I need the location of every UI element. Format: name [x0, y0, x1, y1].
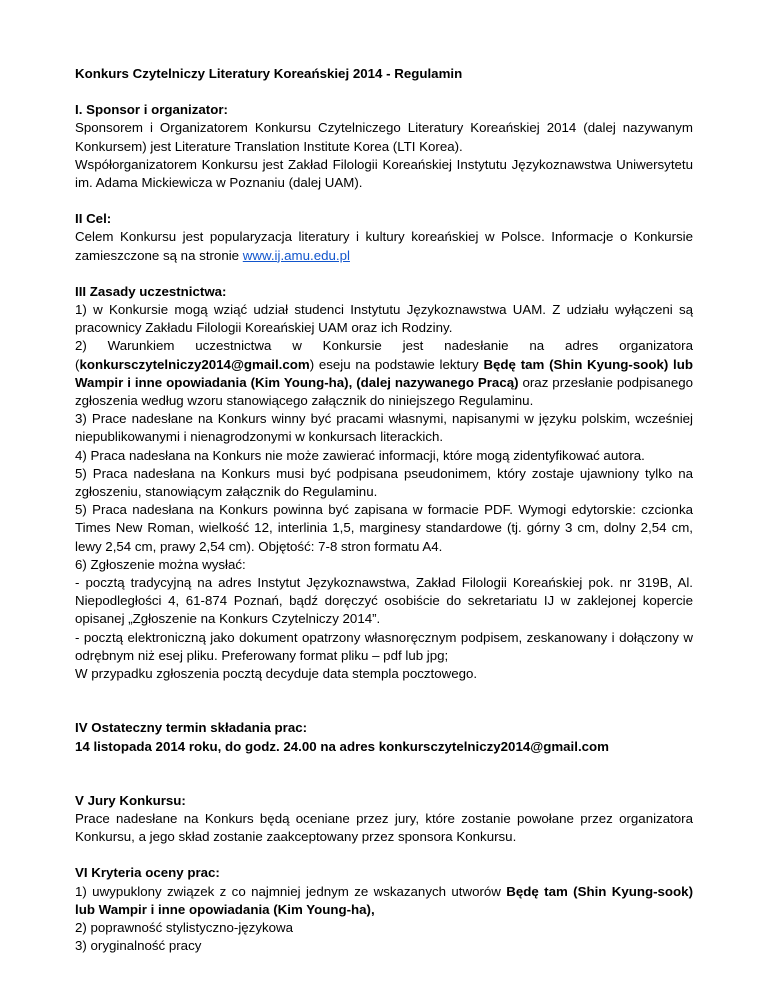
section-heading: V Jury Konkursu:	[75, 792, 186, 808]
paragraph: 3) Prace nadesłane na Konkurs winny być pracami własnymi, napisanymi w języku polskim, wcześniej niepublikowanymi i nienagrodzonymi w konkursach literackich.	[75, 411, 693, 445]
section-heading: VI Kryteria oceny prac:	[75, 865, 220, 881]
criteria-item: 2) poprawność stylistyczno-językowa	[75, 919, 294, 935]
paragraph: 6) Zgłoszenie można wysłać:	[75, 556, 246, 572]
section-heading: I. Sponsor i organizator:	[75, 102, 228, 118]
paragraph: Współorganizatorem Konkursu jest Zakład Filologii Koreańskiej Instytutu Językoznawstwa Uniwersytetu im. Adama Mickiewicza w Poznaniu (dalej UAM).	[75, 156, 693, 191]
section-jury	[75, 792, 693, 847]
section-deadline	[75, 719, 693, 755]
book-titles: Będę tam (Shin Kyung-sook) lub Wampir i inne opowiadania (Kim Young-ha),	[75, 883, 693, 917]
paragraph: 5) Praca nadesłana na Konkurs powinna być zapisana w formacie PDF. Wymogi edytorskie: czcionka Times New Roman, wielkość 12, interlinia 1,5, marginesy standardowe (tj. górny 3 cm, dolny 2,54 cm, lewy 2,54 cm, prawy 2,54 cm). Objętość: 7-8 stron formatu A4.	[75, 502, 693, 554]
paragraph-text: 1) uwypuklony związek z co najmniej jednym ze wskazanych utworów	[75, 883, 507, 899]
section-sponsor	[75, 101, 693, 192]
paragraph: - pocztą elektroniczną jako dokument opatrzony własnoręcznym podpisem, zeskanowany i dołączony w odrębnym niż esej pliku. Preferowany format pliku – pdf lub jpg;	[75, 629, 693, 663]
document-title: Konkurs Czytelniczy Literatury Koreańskiej 2014 - Regulamin	[75, 66, 463, 81]
section-goal	[75, 210, 693, 265]
deadline-text: 14 listopada 2014 roku, do godz. 24.00 na adres konkursczytelniczy2014@gmail.com	[75, 738, 609, 754]
document-page	[75, 65, 693, 973]
paragraph: Sponsorem i Organizatorem Konkursu Czytelniczego Literatury Koreańskiej 2014 (dalej nazywanym Konkursem) jest Literature Translation Institute Korea (LTI Korea).	[75, 120, 693, 154]
paragraph: 1) w Konkursie mogą wziąć udział studenci Instytutu Językoznawstwa UAM. Z udziału wyłączeni są pracownicy Zakładu Filologii Koreańskiej UAM oraz ich Rodziny.	[75, 302, 693, 336]
paragraph: Prace nadesłane na Konkurs będą oceniane przez jury, które zostanie powołane przez organizatora Konkursu, a jego skład zostanie zaakceptowany przez sponsora Konkursu.	[75, 810, 693, 845]
paragraph: 4) Praca nadesłana na Konkurs nie może zawierać informacji, które mogą zidentyfikować autora.	[75, 447, 645, 463]
organizer-email: konkursczytelniczy2014@gmail.com	[79, 356, 310, 372]
paragraph: 5) Praca nadesłana na Konkurs musi być podpisana pseudonimem, który zostaje ujawniony tylko na zgłoszeniu, stanowiącym załącznik do Regulaminu.	[75, 465, 693, 500]
paragraph-text: ) eseju na podstawie lektury	[309, 356, 484, 372]
paragraph-text: oraz przesłanie podpisanego zgłoszenia według wzoru stanowiącego załącznik do niniejszego Regulaminu.	[75, 374, 694, 409]
paragraph-text: 2) Warunkiem uczestnictwa w Konkursie jest nadesłanie na adres organizatora (	[75, 338, 693, 372]
paragraph	[75, 228, 693, 264]
section-rules	[75, 283, 693, 683]
section-heading: IV Ostateczny termin składania prac:	[75, 720, 308, 736]
book-titles: Będę tam (Shin Kyung-sook) lub Wampir i inne opowiadania (Kim Young-ha), (dalej nazywanego Pracą)	[75, 356, 693, 390]
criteria-item: 3) oryginalność pracy	[75, 938, 202, 954]
paragraph	[75, 337, 693, 410]
section-criteria	[75, 864, 693, 955]
section-heading: III Zasady uczestnictwa:	[75, 283, 227, 299]
paragraph: - pocztą tradycyjną na adres Instytut Językoznawstwa, Zakład Filologii Koreańskiej pok. nr 319B, Al. Niepodległości 4, 61-874 Poznań, bądź doręczyć osobiście do sekretariatu IJ w zaklejonej kopercie opisanej „Zgłoszenie na Konkurs Czytelniczy 2014”.	[75, 575, 693, 627]
section-heading: II Cel:	[75, 211, 112, 227]
website-link[interactable]: www.ij.amu.edu.pl	[242, 247, 350, 263]
paragraph: W przypadku zgłoszenia pocztą decyduje data stempla pocztowego.	[75, 666, 478, 682]
criteria-item	[75, 883, 693, 919]
paragraph-text: Celem Konkursu jest popularyzacja literatury i kultury koreańskiej w Polsce. Informacje o Konkursie zamieszczone są na stronie	[75, 229, 693, 263]
